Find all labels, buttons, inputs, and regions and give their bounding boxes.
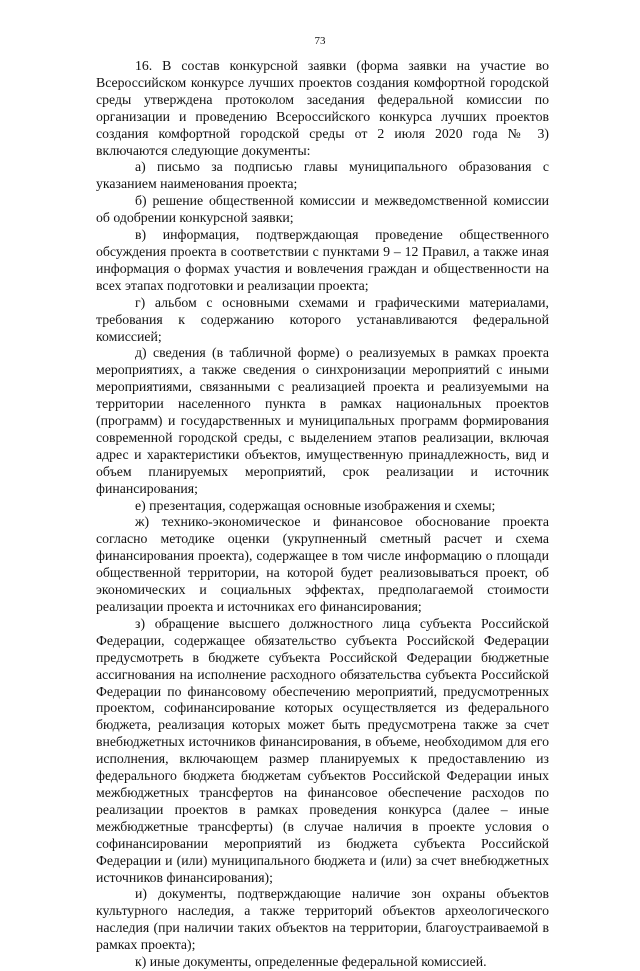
list-item-z: з) обращение высшего должностного лица субъекта Российской Федерации, содержащее обязательство субъекта Российской Федерации предусмотреть в бюджете субъекта Российской Федерации бюджетные ассигнования на исполнение расходного обязательства субъекта Российской Федерации по финансовому обеспечению мероприятий, предусмотренных проектом, софинансирование которых осуществляется из федерального бюджета, реализация которых может быть предусмотрена также за счет внебюджетных источников финансирования, в объеме, необходимом для его исполнения, включающем размер планируемых к предоставлению из федерального бюджета бюджетам субъектов Российской Федерации иных межбюджетных трансфертов на финансовое обеспечение расходов по реализации проектов в рамках проведения конкурса (далее – иные межбюджетные трансферты) (в случае наличия в проекте условия о софинансировании мероприятий из бюджета субъекта Российской Федерации и (или) муниципального бюджета и (или) за счет внебюджетных источников финансирования); <box>96 615 549 885</box>
list-item-i: и) документы, подтверждающие наличие зон охраны объектов культурного наследия, а также территорий объектов археологического наследия (при наличии таких объектов на территории, благоустраиваемой в рамках проекта); <box>96 886 549 953</box>
list-item-g: г) альбом с основными схемами и графическими материалами, требования к содержанию которого устанавливаются федеральной комиссией; <box>96 294 549 344</box>
list-item-zh: ж) технико-экономическое и финансовое обоснование проекта согласно методике оценки (укрупненный сметный расчет и схема финансирования проекта), содержащее в том числе информацию о площади общественной территории, на которой будет реализовываться проект, об экономических и социальных эффектах, предполагаемой стоимости реализации проекта и источниках его финансирования; <box>96 514 549 614</box>
list-item-k: к) иные документы, определенные федеральной комиссией. <box>135 954 487 970</box>
list-item-b: б) решение общественной комиссии и межведомственной комиссии об одобрении конкурсной заявки; <box>96 193 549 226</box>
page-number: 73 <box>314 35 326 47</box>
list-item-v: в) информация, подтверждающая проведение общественного обсуждения проекта в соответствии с пунктами 9 – 12 Правил, а также иная информация о формах участия и вовлечения граждан и общественности на всех этапах подготовки и реализации проекта; <box>96 227 549 293</box>
document-body <box>96 58 549 971</box>
list-item-a: а) письмо за подписью главы муниципального образования с указанием наименования проекта; <box>96 159 549 192</box>
paragraph-16-intro: 16. В состав конкурсной заявки (форма заявки на участие во Всероссийском конкурсе лучших проектов создания комфортной городской среды утверждена протоколом заседания федеральной комиссии по организации и проведению Всероссийского конкурса лучших проектов создания комфортной городской среды от 2 июля 2020 года № 3) включаются следующие документы: <box>96 58 549 158</box>
list-item-d: д) сведения (в табличной форме) о реализуемых в рамках проекта мероприятиях, а также сведения о синхронизации мероприятий с иными мероприятиями, связанными с реализацией проекта и реализуемыми на территории населенного пункта в рамках национальных проектов (программ) и государственных и муниципальных программ формирования современной городской среды, с выделением этапов реализации, включая адрес и характеристики объектов, имущественную принадлежность, вид и объем планируемых мероприятий, срок реализации и источник финансирования; <box>96 345 549 496</box>
list-item-e: е) презентация, содержащая основные изображения и схемы; <box>135 497 496 513</box>
